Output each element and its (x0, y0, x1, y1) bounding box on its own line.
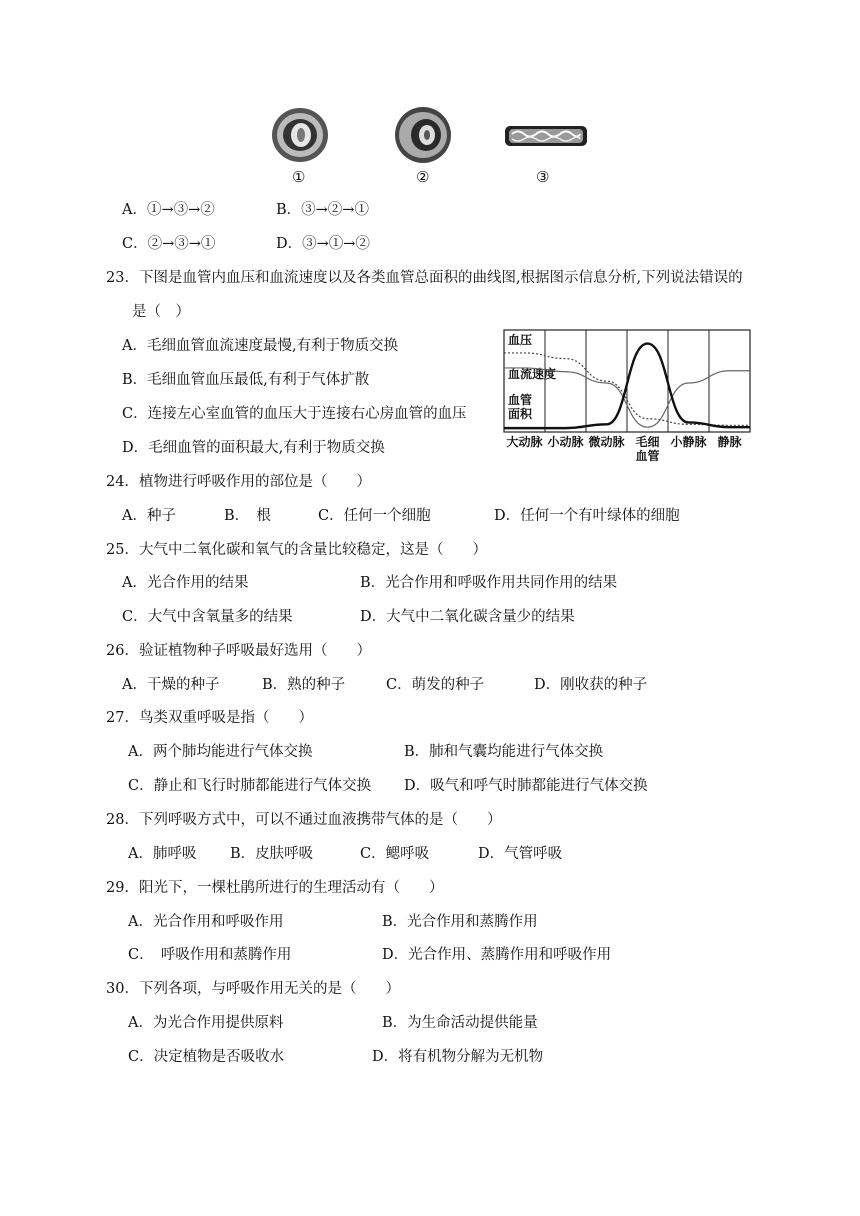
q23-option-c: C．连接左心室血管的血压大于连接右心房血管的血压 (122, 406, 467, 422)
q25-option-c: C．大气中含氧量多的结果 (122, 609, 293, 625)
chart-category-label: 微动脉 (588, 435, 625, 449)
q30-option-b: B．为生命活动提供能量 (382, 1015, 538, 1031)
q27-option-c: C．静止和飞行时肺都能进行气体交换 (128, 778, 372, 794)
q23-option-a: A．毛细血管血流速度最慢,有利于物质交换 (122, 338, 399, 354)
q24-option-b: B． 根 (224, 508, 271, 524)
q23-option-d: D．毛细血管的面积最大,有利于物质交换 (122, 440, 385, 456)
q25-stem: 25．大气中二氧化碳和氧气的含量比较稳定，这是（ ） (106, 542, 487, 558)
q29-option-b: B．光合作用和蒸腾作用 (382, 914, 538, 930)
q29-stem: 29．阳光下，一棵杜鹃所进行的生理活动有（ ） (106, 880, 444, 896)
q28-option-d: D．气管呼吸 (478, 846, 563, 862)
figure-label-3: ③ (536, 168, 550, 186)
q26-stem: 26．验证植物种子呼吸最好选用（ ） (106, 643, 371, 659)
chart-category-label: 静脉 (717, 435, 742, 449)
q27-option-d: D．吸气和呼气时肺都能进行气体交换 (404, 778, 648, 794)
q22-option-d: D．③→①→② (276, 236, 370, 252)
vessel-figure-1 (272, 108, 328, 162)
q27-stem: 27．鸟类双重呼吸是指（ ） (106, 710, 313, 726)
q30-stem: 30．下列各项，与呼吸作用无关的是（ ） (106, 981, 400, 997)
q28-option-c: C．鳃呼吸 (360, 846, 430, 862)
chart-category-label: 毛细 (635, 435, 660, 449)
q22-option-c: C．②→③→① (122, 236, 216, 252)
q27-option-a: A．两个肺均能进行气体交换 (128, 744, 313, 760)
q30-option-a: A．为光合作用提供原料 (128, 1015, 284, 1031)
q22-option-a: A．①→③→② (122, 202, 215, 218)
q26-option-c: C．萌发的种子 (386, 677, 485, 693)
q28-option-a: A．肺呼吸 (128, 846, 197, 862)
chart-category-label: 大动脉 (506, 435, 543, 449)
q24-option-d: D．任何一个有叶绿体的细胞 (494, 508, 680, 524)
q28-stem: 28．下列呼吸方式中，可以不通过血液携带气体的是（ ） (106, 812, 502, 828)
q28-option-b: B．皮肤呼吸 (230, 846, 314, 862)
chart-series-label: 面积 (508, 407, 533, 421)
q30-option-d: D．将有机物分解为无机物 (372, 1049, 544, 1065)
q23-stem: 23．下图是血管内血压和血流速度以及各类血管总面积的曲线图,根据图示信息分析,下列说法错误的 (106, 270, 743, 286)
q23-option-b: B．毛细血管血压最低,有利于气体扩散 (122, 372, 370, 388)
q25-option-b: B．光合作用和呼吸作用共同作用的结果 (360, 575, 618, 591)
q27-option-b: B．肺和气囊均能进行气体交换 (404, 744, 604, 760)
chart-series-label: 血流速度 (508, 367, 557, 381)
q24-stem: 24．植物进行呼吸作用的部位是（ ） (106, 474, 371, 490)
blood-vessel-chart (502, 328, 752, 468)
chart-category-label: 小静脉 (670, 435, 707, 449)
figure-label-1: ① (292, 168, 306, 186)
q29-option-a: A．光合作用和呼吸作用 (128, 914, 284, 930)
q30-option-c: C．决定植物是否吸收水 (128, 1049, 285, 1065)
vessel-figure-2 (395, 107, 451, 163)
q29-option-c: C． 呼吸作用和蒸腾作用 (128, 947, 292, 963)
q25-option-d: D．大气中二氧化碳含量少的结果 (360, 609, 575, 625)
q26-option-b: B．熟的种子 (262, 677, 346, 693)
q24-option-a: A．种子 (122, 508, 176, 524)
q29-option-d: D．光合作用、蒸腾作用和呼吸作用 (382, 947, 612, 963)
q26-option-a: A．干燥的种子 (122, 677, 220, 693)
chart-series-label: 血管 (508, 393, 533, 407)
q22-option-b: B．③→②→① (276, 202, 369, 218)
chart-category-label: 小动脉 (547, 435, 584, 449)
figure-label-2: ② (416, 168, 430, 186)
q24-option-c: C．任何一个细胞 (318, 508, 431, 524)
chart-series-label: 血压 (508, 333, 533, 347)
vessel-figure-3 (505, 126, 587, 146)
chart-category-label: 血管 (635, 449, 660, 463)
q23-stem-cont: 是（ ） (132, 304, 190, 320)
q25-option-a: A．光合作用的结果 (122, 575, 249, 591)
vessel-figures (260, 104, 600, 168)
q26-option-d: D．刚收获的种子 (534, 677, 648, 693)
